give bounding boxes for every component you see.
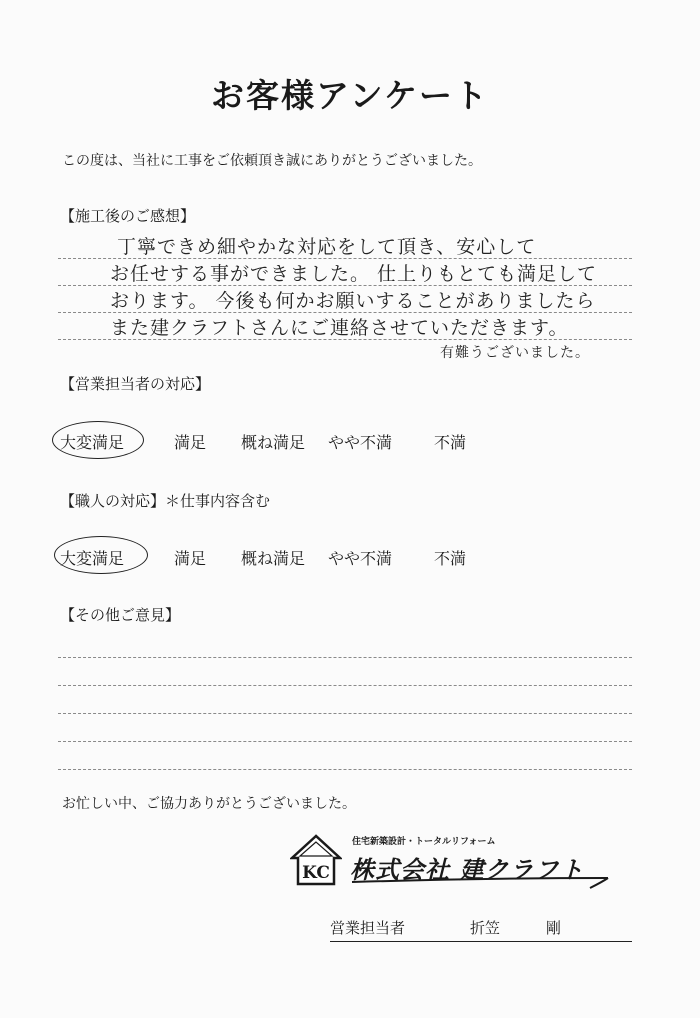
rating-option-mostly-satisfied[interactable]: 概ね満足 <box>241 433 306 452</box>
answer-line <box>58 769 632 770</box>
house-logo-icon <box>290 834 342 886</box>
sales-staff-line <box>330 917 632 942</box>
section-sales-heading: 【営業担当者の対応】 <box>60 375 211 393</box>
rating-option-very-satisfied[interactable]: 大変満足 <box>60 549 125 568</box>
section-craftsmen-heading: 【職人の対応】＊仕事内容含む <box>60 492 271 510</box>
selected-circle-mark <box>52 421 144 459</box>
rating-option-dissatisfied[interactable]: 不満 <box>434 433 467 452</box>
rating-option-mostly-satisfied[interactable]: 概ね満足 <box>241 549 306 568</box>
handwritten-signoff: 有難うございました。 <box>440 345 590 361</box>
sales-rating-options <box>60 430 580 460</box>
company-name: 株式会社 建クラフト <box>350 856 585 884</box>
staff-given-name: 剛 <box>546 919 562 937</box>
answer-line <box>58 657 632 658</box>
rating-option-somewhat-dissatisfied[interactable]: やや不満 <box>328 549 393 568</box>
rating-option-somewhat-dissatisfied[interactable]: やや不満 <box>328 433 393 452</box>
handwritten-line-4: また建クラフトさんにご連絡させていただきます。 <box>110 317 569 339</box>
rating-option-dissatisfied[interactable]: 不満 <box>434 549 467 568</box>
page-title: お客様アンケート <box>210 76 490 115</box>
answer-line <box>58 741 632 742</box>
rating-option-satisfied[interactable]: 満足 <box>174 549 207 568</box>
staff-surname: 折笠 <box>470 919 501 937</box>
company-logo <box>290 834 630 894</box>
handwritten-line-1: 丁寧できめ細やかな対応をして頂き、安心して <box>117 236 537 258</box>
craftsmen-rating-options <box>60 546 580 576</box>
section-impressions-heading: 【施工後のご感想】 <box>60 207 196 225</box>
answer-line <box>58 713 632 714</box>
selected-circle-mark <box>54 536 148 574</box>
rating-option-very-satisfied[interactable]: 大変満足 <box>60 433 125 452</box>
rating-option-satisfied[interactable]: 満足 <box>174 433 207 452</box>
company-tagline: 住宅新築設計・トータルリフォーム <box>352 837 496 847</box>
logo-letters: KC <box>302 863 330 883</box>
intro-text: この度は、当社に工事をご依頼頂き誠にありがとうございました。 <box>62 153 482 169</box>
answer-line <box>58 685 632 686</box>
logo-swoosh-icon <box>350 876 610 890</box>
handwritten-line-3: おります。 今後も何かお願いすることがありましたら <box>110 290 596 312</box>
section-comments-heading: 【その他ご意見】 <box>60 606 181 624</box>
closing-text: お忙しい中、ご協力ありがとうございました。 <box>62 796 356 812</box>
handwritten-line-2: お任せする事ができました。 仕上りもとても満足して <box>110 263 598 285</box>
staff-label: 営業担当者 <box>330 919 406 937</box>
